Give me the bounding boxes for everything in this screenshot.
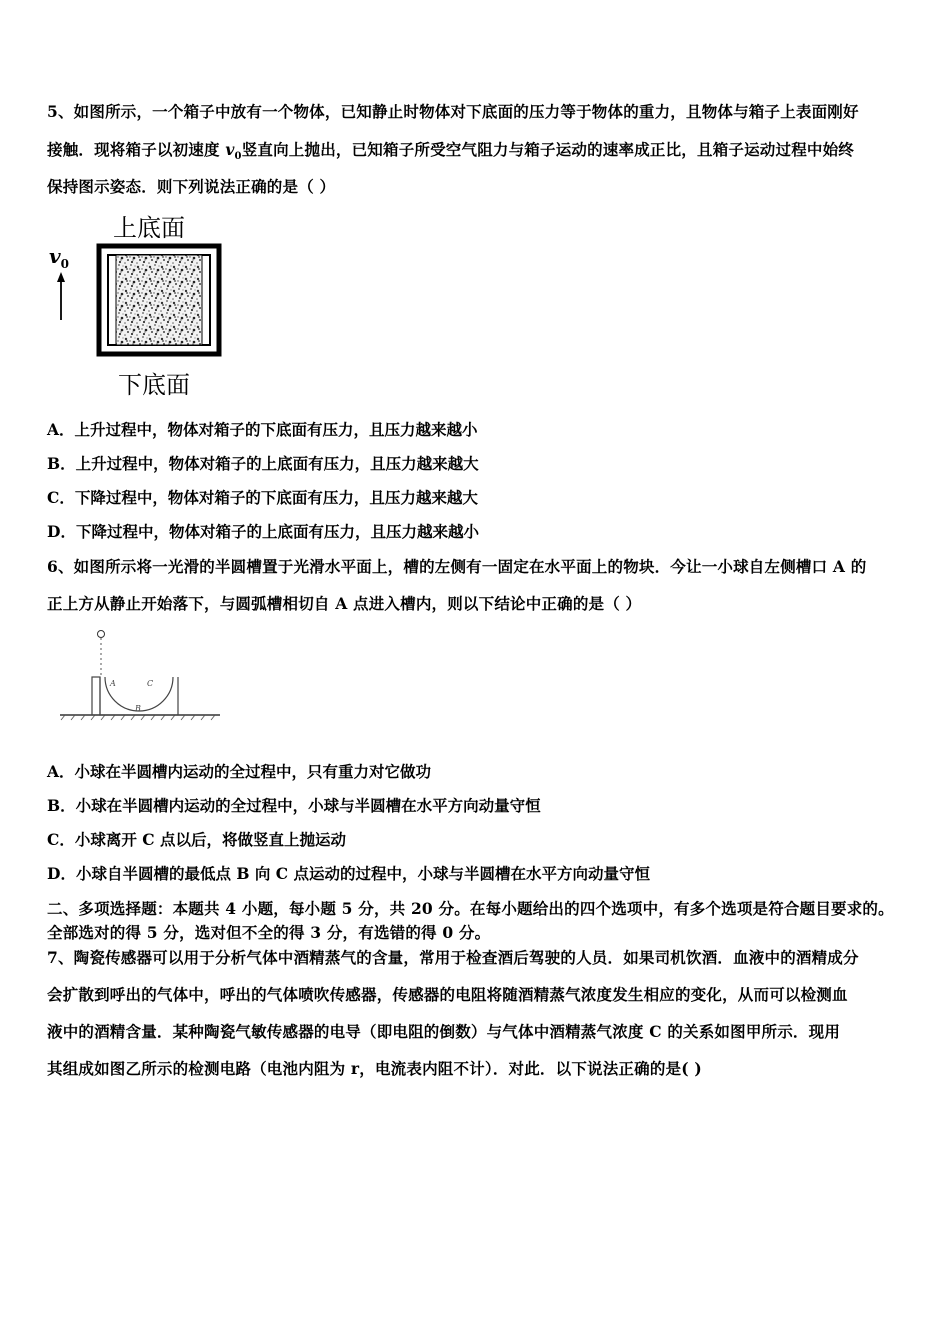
q6-text-line-1: 6、如图所示将一光滑的半圆槽置于光滑水平面上，槽的左侧有一固定在水平面上的物块．今让一小球自左侧槽口 A 的 bbox=[47, 557, 867, 576]
q6-ball bbox=[98, 631, 105, 638]
q5-text-line-1: 5、如图所示，一个箱子中放有一个物体，已知静止时物体对下底面的压力等于物体的重力，且物体与箱子上表面刚好 bbox=[47, 102, 859, 121]
q7-text-line-4: 其组成如图乙所示的检测电路（电池内阻为 r，电流表内阻不计）．对此．以下说法正确的是( ) bbox=[47, 1059, 702, 1078]
q6-label-c: C bbox=[147, 679, 154, 688]
q5-v0-sub: 0 bbox=[234, 151, 242, 163]
q5-box-object bbox=[116, 255, 202, 345]
q7-text-line-1: 7、陶瓷传感器可以用于分析气体中酒精蒸气的含量，常用于检查酒后驾驶的人员．如果司机饮酒．血液中的酒精成分 bbox=[47, 948, 859, 967]
q7-text-line-2: 会扩散到呼出的气体中，呼出的气体喷吹传感器，传感器的电阻将随酒精蒸气浓度发生相应的变化，从而可以检测血 bbox=[47, 985, 848, 1004]
q5-option-a: A．上升过程中，物体对箱子的下底面有压力，且压力越来越小 bbox=[47, 420, 478, 439]
q6-text-line-2: 正上方从静止开始落下，与圆弧槽相切自 A 点进入槽内，则以下结论中正确的是（ ） bbox=[47, 594, 642, 613]
q6-trough-figure bbox=[55, 625, 225, 725]
q5-figure-v-letter: v bbox=[49, 244, 61, 268]
q5-v0-var: v bbox=[225, 140, 235, 159]
section2-line-1: 二、多项选择题：本题共 4 小题，每小题 5 分，共 20 分。在每小题给出的四个选项中，有多个选项是符合题目要求的。 bbox=[47, 899, 894, 918]
q6-fixed-block bbox=[92, 677, 100, 715]
q6-label-b: B bbox=[135, 704, 141, 713]
q5-figure-top-label: 上底面 bbox=[113, 214, 185, 242]
q6-option-c: C．小球离开 C 点以后，将做竖直上抛运动 bbox=[47, 830, 346, 849]
q5-text-line-2 bbox=[47, 140, 917, 167]
q5-text-line-2b: 竖直向上抛出，已知箱子所受空气阻力与箱子运动的速率成正比，且箱子运动过程中始终 bbox=[241, 140, 855, 159]
q5-text-line-3: 保持图示姿态．则下列说法正确的是（ ） bbox=[47, 177, 336, 196]
q5-text-line-2a: 接触．现将箱子以初速度 bbox=[47, 140, 226, 159]
q5-option-d: D．下降过程中，物体对箱子的上底面有压力，且压力越来越小 bbox=[47, 522, 479, 541]
q7-text-line-3: 液中的酒精含量．某种陶瓷气敏传感器的电导（即电阻的倒数）与气体中酒精蒸气浓度 C 的关系如图甲所示．现用 bbox=[47, 1022, 841, 1041]
q5-option-b: B．上升过程中，物体对箱子的上底面有压力，且压力越来越大 bbox=[47, 454, 479, 473]
q5-up-arrow-head bbox=[57, 272, 65, 282]
q6-label-a: A bbox=[110, 679, 116, 688]
q5-figure-bottom-label: 下底面 bbox=[118, 371, 190, 399]
section2-line-2: 全部选对的得 5 分，选对但不全的得 3 分，有选错的得 0 分。 bbox=[47, 923, 491, 942]
q5-box-figure bbox=[40, 240, 230, 365]
q5-figure-v-sub: 0 bbox=[60, 257, 69, 271]
q6-option-b: B．小球在半圆槽内运动的全过程中，小球与半圆槽在水平方向动量守恒 bbox=[47, 796, 541, 815]
q6-option-d: D．小球自半圆槽的最低点 B 向 C 点运动的过程中，小球与半圆槽在水平方向动量守恒 bbox=[47, 864, 650, 883]
q5-option-c: C．下降过程中，物体对箱子的下底面有压力，且压力越来越大 bbox=[47, 488, 478, 507]
q6-option-a: A．小球在半圆槽内运动的全过程中，只有重力对它做功 bbox=[47, 762, 432, 781]
